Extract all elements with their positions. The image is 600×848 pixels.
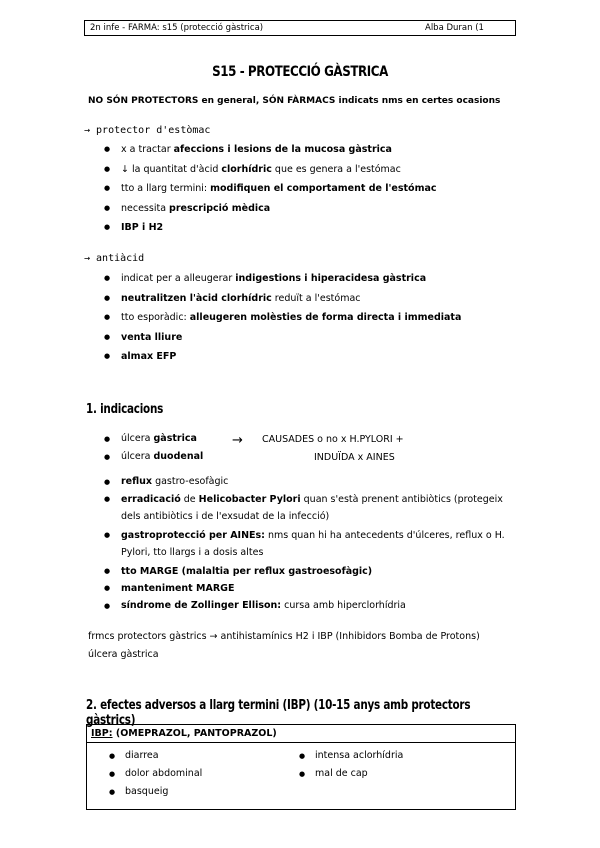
ibp-box-title: (OMEPRAZOL, PANTOPRAZOL) [115,728,277,739]
page-header [84,20,516,36]
list-item: ● necessita prescripció mèdica [104,199,437,219]
list-item: ● manteniment MARGE [104,580,517,597]
list-item: ● úlcera duodenal [104,448,203,466]
note-text [88,628,518,664]
header-left: 2n infe - FARMA: s15 (protecció gàstrica) [90,23,264,33]
note-line-1: frmcs protectors gàstrics → antihistamínics H2 i IBP (Inhibidors Bomba de Protons) [88,631,480,642]
list-item: ● neutralitzen l'àcid clorhídric reduït a l'estómac [104,289,461,309]
indicacions-list [104,473,517,615]
list-item: ● IBP i H2 [104,218,437,238]
ulcer-list [104,430,203,466]
ibp-box [86,724,516,810]
list-item: ● almax EFP [104,347,461,367]
list-item: ● tto esporàdic: alleugeren molèsties de forma directa i immediata [104,308,461,328]
antiacid-list [104,269,461,367]
cause-line-2: INDUÏDA x AINES [314,452,395,463]
note-line-2: úlcera gàstrica [88,649,159,660]
intro-text: NO SÓN PROTECTORS en general, SÓN FÀRMACS indicats nms en certes ocasions [88,96,501,106]
cause-line-1: CAUSADES o no x H.PYLORI + [262,434,404,445]
section-antiacid-heading: → antiàcid [84,253,145,264]
list-item: ● mal de cap [297,765,403,783]
list-item: ● tto a llarg termini: modifiquen el comportament de l'estómac [104,179,437,199]
arrow-icon: → [232,433,243,448]
ibp-box-header [87,725,515,743]
list-item: ● diarrea [107,747,202,765]
list-item: ● venta lliure [104,328,461,348]
section-indicacions-heading: 1. indicacions [86,402,164,417]
section-efectes-heading: 2. efectes adversos a llarg termini (IBP) (10-15 anys amb protectors gàstrics) [86,698,471,728]
list-item: ● intensa aclorhídria [297,747,403,765]
list-item: ● tto MARGE (malaltia per reflux gastroesofàgic) [104,563,517,580]
list-item: ● ↓ la quantitat d'àcid clorhídric que es genera a l'estómac [104,160,437,180]
protector-list [104,140,437,238]
effects-col-1 [107,747,202,801]
list-item: ● dolor abdominal [107,765,202,783]
ibp-label: IBP: [91,728,113,739]
list-item: ● gastroprotecció per AINEs: nms quan hi ha antecedents d'úlceres, reflux o H. Pylori, tto llargs i a dosis altes [104,527,517,561]
effects-col-2 [297,747,403,783]
list-item: ● basqueig [107,783,202,801]
list-item: ● síndrome de Zollinger Ellison: cursa amb hiperclorhídria [104,597,517,615]
list-item: ● reflux gastro-esofàgic [104,473,517,491]
list-item: ● indicat per a alleugerar indigestions i hiperacidesa gàstrica [104,269,461,289]
list-item: ● úlcera gàstrica [104,430,203,448]
list-item: ● erradicació de Helicobacter Pylori quan s'està prenent antibiòtics (protegeix dels antibiòtics i de l'exsudat de la infecció) [104,491,517,525]
page-title: S15 - PROTECCIÓ GÀSTRICA [212,64,388,80]
list-item: ● x a tractar afeccions i lesions de la mucosa gàstrica [104,140,437,160]
section-protector-heading: → protector d'estòmac [84,125,211,136]
header-right: Alba Duran (1 [425,23,484,33]
